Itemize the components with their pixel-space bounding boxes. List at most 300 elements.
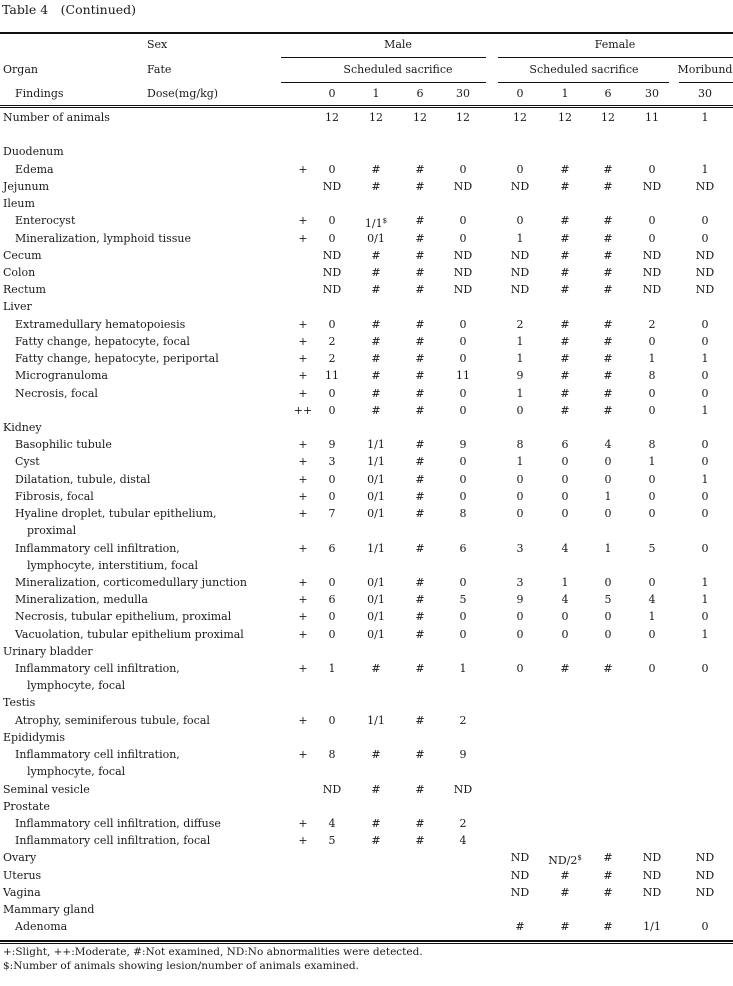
value-cell-text: 8 <box>648 369 656 382</box>
value-cell-text: 1 <box>516 232 524 245</box>
value-cell-text: # <box>371 163 381 176</box>
value-cell-text: # <box>415 783 425 796</box>
value-cell <box>586 490 630 504</box>
female-fate-label: Scheduled sacrifice <box>529 63 639 76</box>
organ-label: Vagina <box>3 886 41 899</box>
value-cell <box>441 507 485 521</box>
value-cell-text: # <box>603 163 613 176</box>
value-cell <box>498 455 542 469</box>
value-cell-text: # <box>560 180 570 193</box>
grade-cell-text: + <box>298 214 308 227</box>
value-cell <box>310 214 354 228</box>
value-cell <box>441 180 485 194</box>
animals-cell <box>398 111 442 125</box>
value-cell-text: 4 <box>459 834 467 847</box>
value-cell <box>310 662 354 676</box>
value-cell <box>354 662 398 676</box>
value-cell-text: 1 <box>604 490 612 503</box>
value-cell-text: 1 <box>328 662 336 675</box>
value-cell-text: # <box>371 783 381 796</box>
value-cell-text: 0 <box>459 318 467 331</box>
value-cell <box>310 610 354 624</box>
value-cell-text: 0 <box>648 232 656 245</box>
value-cell-text: 2 <box>516 318 524 331</box>
value-cell <box>586 404 630 418</box>
value-cell <box>630 455 674 469</box>
grade-cell-text: + <box>298 576 308 589</box>
value-cell-text: 1 <box>561 576 569 589</box>
value-cell-text: 3 <box>516 576 524 589</box>
value-cell-text: 0/1 <box>367 490 385 503</box>
value-cell <box>683 318 727 332</box>
value-cell-text: # <box>560 869 570 882</box>
footnote-dollar: $:Number of animals showing lesion/number of animals examined. <box>3 960 359 972</box>
value-cell-text: 1 <box>604 542 612 555</box>
value-cell-text: 3 <box>516 542 524 555</box>
value-cell <box>543 920 587 934</box>
value-cell <box>398 369 442 383</box>
finding-label: Inflammatory cell infiltration, diffuse <box>15 817 221 830</box>
value-cell-text: # <box>371 249 381 262</box>
value-cell-text: # <box>560 886 570 899</box>
value-cell-text: # <box>603 232 613 245</box>
value-cell-text: 0 <box>648 335 656 348</box>
value-cell-text: 9 <box>516 593 524 606</box>
value-cell-text: # <box>415 507 425 520</box>
dose-cell-text: 6 <box>604 87 612 100</box>
value-cell <box>398 352 442 366</box>
value-cell-text: # <box>415 662 425 675</box>
grade-cell-text: + <box>298 817 308 830</box>
value-cell-text: 0 <box>516 628 524 641</box>
value-cell-text: 0 <box>516 507 524 520</box>
value-cell <box>354 180 398 194</box>
value-cell-text: # <box>560 387 570 400</box>
value-cell <box>441 214 485 228</box>
value-cell-text: # <box>415 163 425 176</box>
value-cell <box>630 232 674 246</box>
value-cell <box>543 628 587 642</box>
value-cell-text: 0 <box>648 387 656 400</box>
value-cell <box>683 214 727 228</box>
value-cell <box>441 163 485 177</box>
value-cell <box>630 920 674 934</box>
value-cell <box>441 473 485 487</box>
bottom-rule-2 <box>0 943 733 944</box>
value-cell <box>354 249 398 263</box>
value-cell <box>498 249 542 263</box>
female-label: Female <box>594 38 636 51</box>
value-cell <box>543 180 587 194</box>
value-cell-text: 1 <box>701 473 709 486</box>
value-cell <box>630 318 674 332</box>
dose-cell <box>683 87 727 101</box>
value-cell-text: # <box>560 232 570 245</box>
value-cell-text: # <box>415 369 425 382</box>
value-cell <box>310 318 354 332</box>
grade-cell-text: + <box>298 593 308 606</box>
value-cell-text: 0 <box>604 473 612 486</box>
finding-label: Mineralization, lymphoid tissue <box>15 232 192 245</box>
finding-label: Inflammatory cell infiltration, <box>15 542 180 555</box>
value-cell-text: 0 <box>459 576 467 589</box>
finding-label: Necrosis, focal <box>15 387 98 400</box>
value-cell <box>586 438 630 452</box>
value-cell-text: 0 <box>604 628 612 641</box>
value-cell <box>586 318 630 332</box>
male-fate-label: Scheduled sacrifice <box>343 63 453 76</box>
value-cell-text: # <box>603 266 613 279</box>
value-cell <box>441 628 485 642</box>
value-cell <box>441 266 485 280</box>
grade-cell-text: + <box>298 369 308 382</box>
finding-label: Microgranuloma <box>15 369 108 382</box>
value-cell <box>630 163 674 177</box>
value-cell <box>398 249 442 263</box>
value-cell <box>441 318 485 332</box>
value-cell-text: 1 <box>459 662 467 675</box>
value-cell-text: ND <box>695 249 715 262</box>
grade-cell-text: + <box>298 662 308 675</box>
finding-label: Fibrosis, focal <box>15 490 94 503</box>
value-cell <box>310 266 354 280</box>
value-cell-text: ND <box>322 180 342 193</box>
female-fate-rule <box>498 82 669 83</box>
value-cell-text: # <box>371 180 381 193</box>
value-cell <box>586 851 630 865</box>
value-cell <box>543 232 587 246</box>
value-cell <box>543 318 587 332</box>
top-rule <box>0 32 733 34</box>
value-cell <box>398 318 442 332</box>
value-cell <box>630 593 674 607</box>
value-cell-text: 0/1 <box>367 576 385 589</box>
animals-cell-text: 12 <box>513 111 527 124</box>
male-label: Male <box>384 38 412 51</box>
value-cell <box>498 214 542 228</box>
value-cell <box>498 163 542 177</box>
value-cell <box>683 249 727 263</box>
value-cell-text: ND <box>642 249 662 262</box>
value-cell <box>683 851 727 865</box>
value-cell <box>683 869 727 883</box>
value-cell-text: # <box>371 748 381 761</box>
value-cell-text: # <box>560 283 570 296</box>
finding-label-continued: proximal <box>27 524 77 537</box>
value-cell <box>398 214 442 228</box>
value-cell <box>543 542 587 556</box>
value-cell-text: 0 <box>516 662 524 675</box>
value-cell <box>630 283 674 297</box>
animals-cell-text: 12 <box>325 111 339 124</box>
value-cell-text: # <box>415 266 425 279</box>
animals-cell <box>543 111 587 125</box>
value-cell <box>441 232 485 246</box>
value-cell-text: # <box>603 214 613 227</box>
value-cell-text: # <box>560 662 570 675</box>
value-cell-text: 8 <box>648 438 656 451</box>
value-cell-text: 0 <box>459 214 467 227</box>
value-cell <box>683 662 727 676</box>
value-cell <box>630 610 674 624</box>
value-cell <box>441 783 485 797</box>
dose-cell <box>498 87 542 101</box>
value-cell-text: 4 <box>561 542 569 555</box>
value-cell-text: # <box>560 335 570 348</box>
value-cell-text: 1/1 <box>367 438 385 451</box>
value-cell <box>630 214 674 228</box>
value-cell <box>398 387 442 401</box>
value-cell <box>586 628 630 642</box>
value-cell-text: # <box>415 473 425 486</box>
finding-label: Mineralization, medulla <box>15 593 148 606</box>
organ-label: Cecum <box>3 249 42 262</box>
grade-cell-text: + <box>298 610 308 623</box>
value-cell-text: 0 <box>328 714 336 727</box>
value-cell <box>398 180 442 194</box>
value-cell-text: 0 <box>561 490 569 503</box>
value-cell <box>498 628 542 642</box>
finding-label: Necrosis, tubular epithelium, proximal <box>15 610 232 623</box>
value-cell <box>498 920 542 934</box>
value-cell <box>543 869 587 883</box>
value-cell <box>543 886 587 900</box>
value-cell <box>683 180 727 194</box>
value-cell-text: 0 <box>328 232 336 245</box>
animals-cell <box>498 111 542 125</box>
value-cell <box>310 369 354 383</box>
value-cell-text: 0 <box>604 507 612 520</box>
moribund-label: Moribund <box>677 63 733 76</box>
value-cell-text: 0/1 <box>367 628 385 641</box>
value-cell-text: ND <box>642 180 662 193</box>
animals-cell <box>630 111 674 125</box>
organ-label: Colon <box>3 266 36 279</box>
value-cell <box>398 335 442 349</box>
value-cell-text: 1 <box>648 610 656 623</box>
value-cell-text: # <box>371 834 381 847</box>
dose-cell-text: 1 <box>372 87 380 100</box>
value-cell-text: 1 <box>701 576 709 589</box>
value-cell <box>441 610 485 624</box>
value-cell <box>354 214 398 231</box>
value-cell-text: 0 <box>516 404 524 417</box>
value-cell <box>310 180 354 194</box>
value-cell <box>398 593 442 607</box>
organ-label: Epididymis <box>3 731 65 744</box>
value-cell <box>441 369 485 383</box>
value-cell <box>683 576 727 590</box>
value-cell-text: # <box>603 662 613 675</box>
value-cell-text: 1/1 <box>367 714 385 727</box>
value-cell <box>354 593 398 607</box>
value-cell-text: 9 <box>459 438 467 451</box>
value-cell <box>586 576 630 590</box>
value-cell <box>543 352 587 366</box>
dose-cell-text: 0 <box>516 87 524 100</box>
value-cell <box>498 318 542 332</box>
value-cell <box>683 920 727 934</box>
value-cell-text: # <box>603 920 613 933</box>
value-cell <box>683 542 727 556</box>
value-cell <box>498 283 542 297</box>
finding-label: Edema <box>15 163 54 176</box>
value-cell-text: 0 <box>328 490 336 503</box>
value-cell <box>354 232 398 246</box>
value-cell <box>398 748 442 762</box>
value-cell <box>630 266 674 280</box>
value-cell <box>543 335 587 349</box>
value-cell-text: # <box>371 318 381 331</box>
value-cell-text: ND <box>642 283 662 296</box>
value-cell <box>543 851 587 868</box>
value-cell <box>498 490 542 504</box>
grade-cell-text: + <box>298 318 308 331</box>
value-cell <box>441 662 485 676</box>
value-cell <box>586 593 630 607</box>
value-cell-text: 1/1 <box>367 455 385 468</box>
dose-cell-text: 30 <box>645 87 659 100</box>
value-cell <box>498 576 542 590</box>
value-cell-text: # <box>415 610 425 623</box>
value-cell-text: ND <box>695 869 715 882</box>
value-cell-text: 0 <box>516 473 524 486</box>
value-cell <box>683 283 727 297</box>
value-cell-text: # <box>560 163 570 176</box>
value-cell <box>310 455 354 469</box>
value-cell <box>683 163 727 177</box>
value-cell <box>310 628 354 642</box>
value-cell-text: 0 <box>701 232 709 245</box>
value-cell <box>683 266 727 280</box>
value-cell-text: ND <box>453 266 473 279</box>
grade-cell-text: + <box>298 473 308 486</box>
finding-label: Hyaline droplet, tubular epithelium, <box>15 507 217 520</box>
value-cell-text: # <box>603 851 613 864</box>
value-cell <box>354 576 398 590</box>
bottom-rule <box>0 940 733 942</box>
value-cell-text: # <box>415 542 425 555</box>
value-cell-text: 4 <box>648 593 656 606</box>
value-cell-text: 0 <box>648 214 656 227</box>
value-cell-text: 9 <box>516 369 524 382</box>
value-cell-text: ND <box>510 249 530 262</box>
animals-cell-text: 11 <box>645 111 659 124</box>
value-cell <box>683 490 727 504</box>
value-cell-text: # <box>603 404 613 417</box>
value-cell <box>586 214 630 228</box>
value-cell <box>630 369 674 383</box>
value-cell <box>441 542 485 556</box>
value-cell-text: ND <box>510 266 530 279</box>
value-cell-text: 11 <box>325 369 339 382</box>
header-bottom-rule-2 <box>0 107 733 108</box>
value-cell-text: 0/1 <box>367 610 385 623</box>
value-cell-text: # <box>415 283 425 296</box>
organ-label: Seminal vesicle <box>3 783 90 796</box>
value-cell <box>586 455 630 469</box>
value-cell <box>543 507 587 521</box>
value-cell-text: ND <box>642 851 662 864</box>
findings-label: Findings <box>15 87 64 100</box>
value-cell-text: 1 <box>516 335 524 348</box>
value-cell-text: 11 <box>456 369 470 382</box>
value-cell-text: 0 <box>328 387 336 400</box>
value-cell <box>498 369 542 383</box>
value-cell <box>398 455 442 469</box>
animals-cell-text: 12 <box>558 111 572 124</box>
finding-label: Mineralization, corticomedullary junction <box>15 576 247 589</box>
value-cell-text: 0 <box>561 628 569 641</box>
value-cell <box>683 593 727 607</box>
grade-cell-text: + <box>298 490 308 503</box>
value-cell-text: 2 <box>459 817 467 830</box>
value-cell-text: 6 <box>328 593 336 606</box>
value-cell-text: 1 <box>516 387 524 400</box>
value-cell-text: 0 <box>701 318 709 331</box>
dose-cell-text: 30 <box>698 87 712 100</box>
value-cell-text: 0 <box>701 662 709 675</box>
value-cell-text: # <box>415 438 425 451</box>
value-cell <box>498 869 542 883</box>
value-cell <box>498 438 542 452</box>
value-cell <box>630 180 674 194</box>
value-cell <box>310 576 354 590</box>
value-cell <box>543 576 587 590</box>
value-cell <box>498 180 542 194</box>
value-cell-text: ND <box>510 283 530 296</box>
value-cell-text: # <box>415 714 425 727</box>
value-cell-text: 0 <box>459 610 467 623</box>
value-cell <box>543 610 587 624</box>
organ-label: Liver <box>3 300 32 313</box>
value-cell-text: 0 <box>459 490 467 503</box>
value-cell-text: 0 <box>701 455 709 468</box>
value-cell-text: 0 <box>701 369 709 382</box>
grade-cell-text: + <box>298 232 308 245</box>
dose-cell-text: 6 <box>416 87 424 100</box>
value-cell <box>630 490 674 504</box>
value-cell <box>310 335 354 349</box>
value-cell-text: 5 <box>604 593 612 606</box>
value-cell <box>586 352 630 366</box>
value-cell-text: # <box>603 387 613 400</box>
sex-label: Sex <box>147 38 168 51</box>
value-cell <box>398 473 442 487</box>
value-cell <box>683 886 727 900</box>
value-cell-text: # <box>415 576 425 589</box>
value-cell-text: # <box>603 886 613 899</box>
value-cell-text: # <box>560 404 570 417</box>
value-cell <box>586 335 630 349</box>
value-cell <box>398 266 442 280</box>
value-cell-text: 2 <box>459 714 467 727</box>
value-cell-text: # <box>415 404 425 417</box>
value-cell-text: 9 <box>459 748 467 761</box>
value-cell-text: ND <box>695 283 715 296</box>
value-cell <box>398 507 442 521</box>
value-cell-text: 0 <box>604 455 612 468</box>
value-cell <box>398 283 442 297</box>
value-cell <box>630 404 674 418</box>
finding-label: Extramedullary hematopoiesis <box>15 318 186 331</box>
value-cell-text: ND <box>453 249 473 262</box>
value-cell-text: # <box>603 352 613 365</box>
value-cell-text: ND <box>510 869 530 882</box>
value-cell-text: # <box>415 748 425 761</box>
value-cell-text: # <box>415 352 425 365</box>
finding-label: Adenoma <box>15 920 68 933</box>
